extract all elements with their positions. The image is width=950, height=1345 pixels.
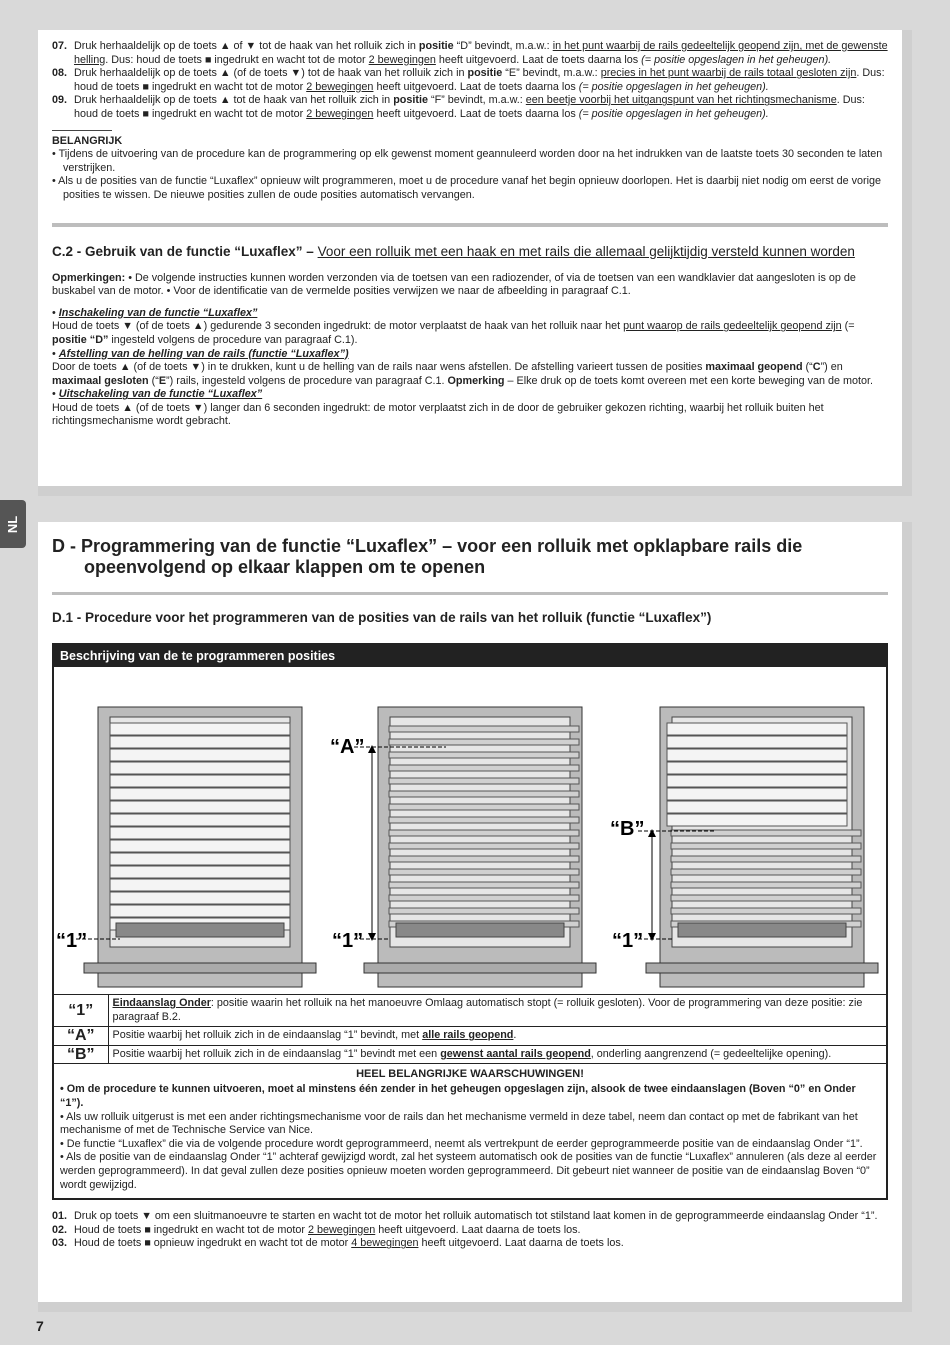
- sub-disable: • Uitschakeling van de functie “Luxaflex” Houd de toets ▲ (of de toets ▼) langer dan 6 seconden ingedrukt: de motor verplaatst zich in de door de gebruiker gekozen richting, waarbij het rolluik buiten het richtingsmechanisme wordt gebracht.: [52, 388, 824, 428]
- section-d-title: D - Programmering van de functie “Luxaflex” – voor een rolluik met opklapbare rails die opeenvolgend op elkaar klappen om te openen: [52, 536, 803, 577]
- slat: [110, 749, 290, 761]
- step-07: 07. Druk herhaaldelijk op de toets ▲ of ▼ tot de haak van het rolluik zich in positie “D” bevindt, m.a.w.: in het punt waarbij de rails gedeeltelijk geopend zijn, met de gewenste helling. Dus: houd de toets ■ ingedrukt en wacht tot de motor 2 bewegingen heeft uitgevoerd. Laat de toets daarna los (= positie opgeslagen in het geheugen).: [52, 40, 888, 66]
- step-08: 08. Druk herhaaldelijk op de toets ▲ (of de toets ▼) tot de haak van het rolluik zich in positie “E” bevindt, m.a.w.: precies in het punt waarbij de rails totaal gesloten zijn. Dus: houd de toets ■ ingedrukt en wacht tot de motor 2 bewegingen heeft uitgevoerd. Laat de toets daarna los (= positie opgeslagen in het geheugen).: [52, 67, 885, 93]
- important-note-2: • Als u de posities van de functie “Luxaflex” opnieuw wilt programmeren, moet u de procedure vanaf het begin opnieuw doorlopen. Het is daarbij niet nodig om eerst de vorige posities te wissen. De nieuwe posities zullen de oude posities automatisch vervangen.: [52, 175, 882, 201]
- slat: [667, 749, 847, 761]
- slat: [110, 853, 290, 865]
- positions-table: [54, 995, 886, 1064]
- sub-enable: • Inschakeling van de functie “Luxaflex” Houd de toets ▼ (of de toets ▲) gedurende 3 seconden ingedrukt: de motor verplaatst de haak van het rolluik naar het punt waarop de rails gedeeltelijk geopend zijn (= positie “D” ingesteld volgens de procedure van paragraaf C.1).: [52, 306, 855, 346]
- slat: [667, 736, 847, 748]
- sub-adjust: • Afstelling van de helling van de rails (functie “Luxaflex”) Door de toets ▲ (of de toets ▼) in te drukken, kunt u de helling van de rails naar wens afstellen. De afstelling varieert tussen de posities maximaal geopend (“C”) en maximaal gesloten (“E”) rails, ingesteld volgens de procedure van paragraaf C.1. Opmerking – Elke druk op de toets komt overeen met een korte beweging van de motor.: [52, 347, 874, 387]
- slat: [389, 908, 579, 914]
- section-d-divider: [52, 592, 888, 595]
- slat: [667, 814, 847, 826]
- step-09: 09. Druk herhaaldelijk op de toets ▲ tot de haak van het rolluik zich in positie “F” bevindt, m.a.w.: een beetje voorbij het uitgangspunt van het richtingsmechanisme. Dus: houd de toets ■ ingedrukt en wacht tot de motor 2 bewegingen heeft uitgevoerd. Laat de toets daarna los (= positie opgeslagen in het geheugen).: [52, 94, 865, 120]
- slat: [667, 762, 847, 774]
- positions-box-header: Beschrijving van de te programmeren posities: [54, 645, 886, 667]
- slat: [110, 840, 290, 852]
- slat: [671, 908, 861, 914]
- slat: [110, 788, 290, 800]
- slat: [110, 801, 290, 813]
- section-d-panel: [38, 522, 912, 1312]
- short-divider: [52, 130, 112, 131]
- shutter-open-partial: [638, 707, 878, 987]
- warning-4: • Als de positie van de eindaanslag Onder “1” achteraf gewijzigd wordt, zal het systeem automatisch ook de posities van de functie “Luxaflex” annuleren (als deze al eerder werden geprogrammeerd). In dat geval zullen deze posities opnieuw moeten worden geprogrammeerd. Dit gebeurt niet wanneer de positie van de eindaanslag Boven “0” wordt gewijzigd.: [60, 1151, 877, 1191]
- label-1-a: “1”: [56, 930, 88, 952]
- slat: [110, 892, 290, 904]
- slat: [671, 843, 861, 849]
- warning-1: • Om de procedure te kunnen uitvoeren, moet al minstens één zender in het geheugen opgeslagen zijn, alsook de twee eindaanslagen (Boven “0” en Onder “1”).: [60, 1083, 856, 1109]
- important-note-1: • Tijdens de uitvoering van de procedure kan de programmering op elk gewenst moment geannuleerd worden door na het indrukken van de laatste toets 30 seconden te laten verstrijken.: [52, 148, 883, 174]
- d1-title: D.1 - Procedure voor het programmeren van de posities van de rails van het rolluik (functie “Luxaflex”): [52, 610, 712, 625]
- slat: [110, 866, 290, 878]
- slat: [389, 752, 579, 758]
- shutter-open-all: [354, 707, 596, 987]
- slat: [110, 814, 290, 826]
- language-tab: NL: [0, 500, 26, 548]
- shutter-illustration: [54, 667, 896, 995]
- slat: [667, 723, 847, 735]
- top-panel: [38, 30, 912, 496]
- slat: [671, 895, 861, 901]
- slat: [389, 791, 579, 797]
- slat: [667, 801, 847, 813]
- table-row: “B” Positie waarbij het rolluik zich in de eindaanslag “1” bevindt met een gewenst aantal rails geopend, onderling aangrenzend (= gedeeltelijke opening).: [54, 1045, 886, 1064]
- warnings: [54, 1064, 886, 1198]
- slat: [110, 905, 290, 917]
- slat: [667, 775, 847, 787]
- slat: [110, 762, 290, 774]
- slat: [389, 739, 579, 745]
- important-title: BELANGRIJK: [52, 134, 123, 147]
- slat: [110, 827, 290, 839]
- section-divider: [52, 223, 888, 227]
- page-number: 7: [36, 1318, 44, 1334]
- label-a: “A”: [330, 736, 365, 758]
- slat: [389, 882, 579, 888]
- table-row: “A” Positie waarbij het rolluik zich in de eindaanslag “1” bevindt, met alle rails geopend.: [54, 1027, 886, 1046]
- c2-heading: C.2 - Gebruik van de functie “Luxaflex” – Voor een rolluik met een haak en met rails die allemaal gelijktijdig versteld kunnen worden: [52, 243, 855, 259]
- label-1-c: “1”: [612, 930, 644, 952]
- slat: [110, 879, 290, 891]
- slat: [389, 726, 579, 732]
- table-row: “1” Eindaanslag Onder: positie waarin het rolluik na het manoeuvre Omlaag automatisch stopt (= rolluik gesloten). Voor de programmering van deze positie: zie paragraaf B.2.: [54, 995, 886, 1027]
- warnings-title: HEEL BELANGRIJKE WAARSCHUWINGEN!: [356, 1068, 584, 1081]
- slat: [671, 869, 861, 875]
- positions-box: [52, 643, 888, 1200]
- shutter-figure: [54, 667, 886, 995]
- d1-steps: [52, 1210, 888, 1251]
- label-b: “B”: [610, 818, 645, 840]
- slat: [110, 775, 290, 787]
- slat: [389, 765, 579, 771]
- shutter-closed: [84, 707, 316, 987]
- slat: [671, 856, 861, 862]
- slat: [110, 723, 290, 735]
- slat: [671, 882, 861, 888]
- slat: [389, 830, 579, 836]
- step-03: 03. Houd de toets ■ opnieuw ingedrukt en wacht tot de motor 4 bewegingen heeft uitgevoerd. Laat daarna de toets los.: [52, 1237, 624, 1250]
- observations: Opmerkingen: • De volgende instructies kunnen worden verzonden via de toetsen van een radiozender, of via de toetsen van een wandklavier dat aangesloten is op de buskabel van de motor. • Voor de identificatie van de vermelde posities verwijzen we naar de afbeelding in paragraaf C.1.: [52, 271, 856, 298]
- warning-3: • De functie “Luxaflex” die via de volgende procedure wordt geprogrammeerd, neemt als vertrekpunt de eerder geprogrammeerde positie van de eindaanslag Onder “1”.: [60, 1137, 863, 1150]
- page-footer: [36, 1318, 44, 1336]
- slat: [110, 736, 290, 748]
- slat: [389, 869, 579, 875]
- step-01: 01. Druk op toets ▼ om een sluitmanoeuvre te starten en wacht tot de motor het rolluik automatisch tot stilstand laat komen in de geprogrammeerde eindaanslag Onder “1”.: [52, 1210, 878, 1223]
- slat: [389, 817, 579, 823]
- slat: [667, 788, 847, 800]
- slat: [389, 843, 579, 849]
- step-02: 02. Houd de toets ■ ingedrukt en wacht tot de motor 2 bewegingen heeft uitgevoerd. Laat daarna de toets los.: [52, 1223, 581, 1236]
- slat: [389, 804, 579, 810]
- slat: [389, 856, 579, 862]
- slat: [389, 895, 579, 901]
- label-1-b: “1”: [332, 930, 364, 952]
- warning-2: • Als uw rolluik uitgerust is met een ander richtingsmechanisme voor de rails dan het mechanisme vermeld in deze tabel, neem dan contact op met de fabrikant van het mechanisme of met de Technische Service van Nice.: [60, 1110, 858, 1137]
- slat: [389, 778, 579, 784]
